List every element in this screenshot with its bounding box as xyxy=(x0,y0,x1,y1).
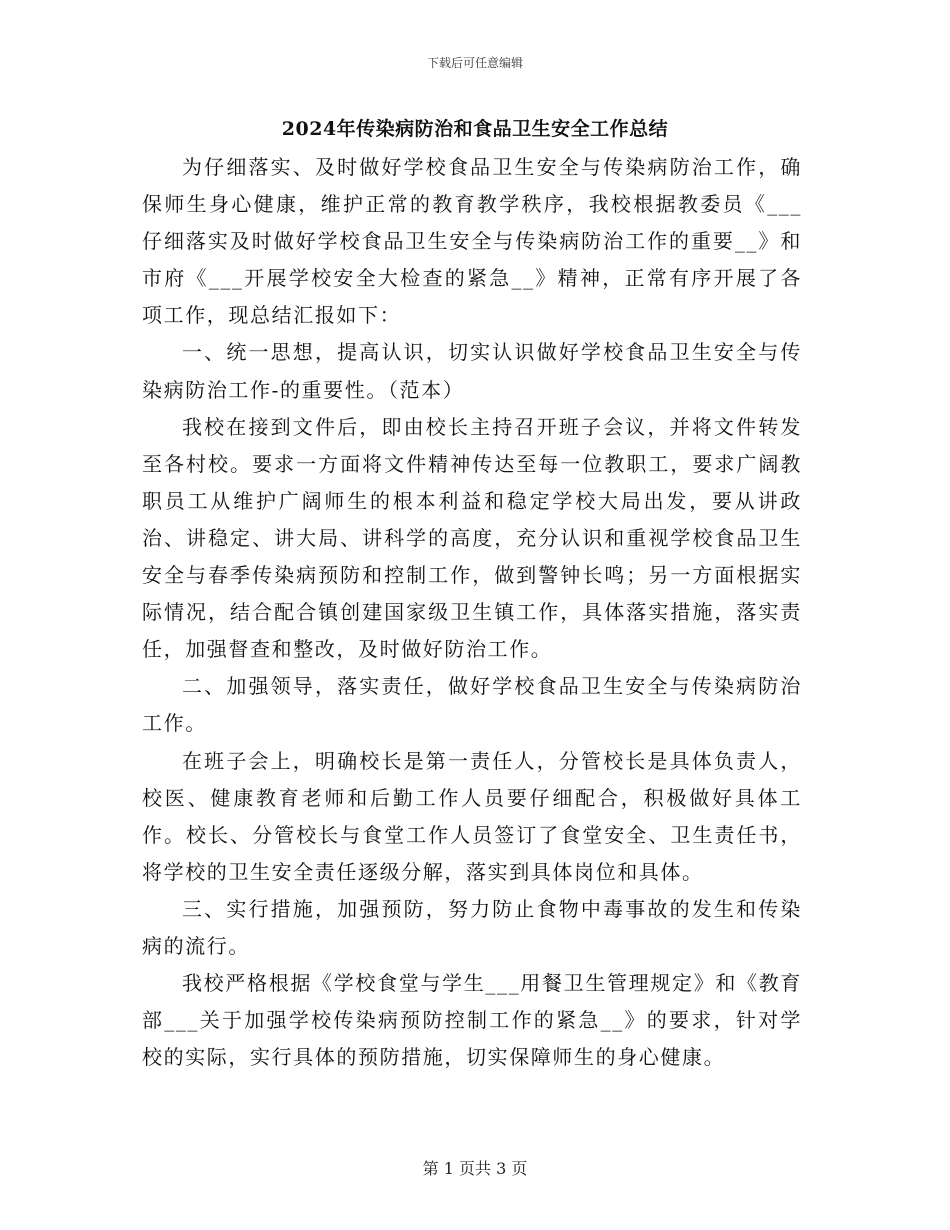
page-indicator: 第 1 页共 3 页 xyxy=(422,1159,528,1178)
paragraph-intro: 为仔细落实、及时做好学校食品卫生安全与传染病防治工作，确保师生身心健康，维护正常的教育教学秩序，我校根据教委员《___仔细落实及时做好学校食品卫生安全与传染病防治工作的重要__》和市府《___开展学校安全大检查的紧急__》精神，正常有序开展了各项工作，现总结汇报如下： xyxy=(142,155,802,328)
document-body xyxy=(142,149,802,1076)
section-heading-3: 三、实行措施，加强预防，努力防止食物中毒事故的发生和传染病的流行。 xyxy=(142,896,802,958)
download-note: 下载后可任意编辑 xyxy=(426,56,523,70)
paragraph-section-3: 我校严格根据《学校食堂与学生___用餐卫生管理规定》和《教育部___关于加强学校传染病预防控制工作的紧急__》的要求，针对学校的实际，实行具体的预防措施，切实保障师生的身心健康。 xyxy=(142,971,802,1070)
section-heading-2: 二、加强领导，落实责任，做好学校食品卫生安全与传染病防治工作。 xyxy=(142,674,802,736)
paragraph-section-1: 我校在接到文件后，即由校长主持召开班子会议，并将文件转发至各村校。要求一方面将文件精神传达至每一位教职工，要求广阔教职员工从维护广阔师生的根本利益和稳定学校大局出发，要从讲政治、讲稳定、讲大局、讲科学的高度，充分认识和重视学校食品卫生安全与春季传染病预防和控制工作，做到警钟长鸣；另一方面根据实际情况，结合配合镇创建国家级卫生镇工作，具体落实措施，落实责任，加强督查和整改，及时做好防治工作。 xyxy=(142,414,802,662)
document-title: 2024年传染病防治和食品卫生安全工作总结 xyxy=(281,118,669,140)
section-heading-1: 一、统一思想，提高认识，切实认识做好学校食品卫生安全与传染病防治工作-的重要性。（范本） xyxy=(142,340,802,402)
paragraph-section-2: 在班子会上，明确校长是第一责任人，分管校长是具体负责人，校医、健康教育老师和后勤工作人员要仔细配合，积极做好具体工作。校长、分管校长与食堂工作人员签订了食堂安全、卫生责任书，将学校的卫生安全责任逐级分解，落实到具体岗位和具体。 xyxy=(142,748,802,884)
